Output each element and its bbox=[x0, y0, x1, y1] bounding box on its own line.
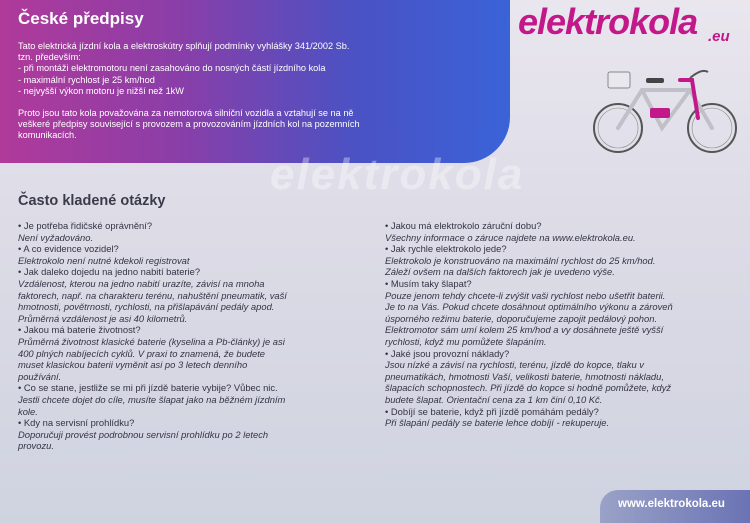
faq-answer: Vzdálenost, kterou na jedno nabití urazíte, závisí na mnoha bbox=[18, 277, 265, 289]
faq-answer: Průměrná vzdálenost je asi 40 kilometrů. bbox=[18, 312, 188, 324]
faq-answer: Elektrokolo není nutné kdekoli registrovat bbox=[18, 254, 190, 266]
regulations-paragraph bbox=[18, 41, 498, 97]
faq-answer: rychlosti, když mu pomůžete šlapáním. bbox=[385, 335, 547, 347]
text-line: komunikacích. bbox=[18, 130, 77, 141]
text-line: Proto jsou tato kola považována za nemotorová silniční vozidla a vztahují se na ně bbox=[18, 108, 354, 119]
faq-question: • Musím taky šlapat? bbox=[385, 277, 472, 289]
faq-answer: provozu. bbox=[18, 440, 54, 452]
faq-answer: Při šlapání pedály se baterie lehce dobíjí - rekuperuje. bbox=[385, 417, 610, 429]
background-watermark: elektrokola bbox=[270, 150, 525, 199]
faq-answer: hmotnosti, povětrnosti, rychlosti, na přišlapávání pedály apod. bbox=[18, 301, 275, 313]
faq-question: • Jak rychle elektrokolo jede? bbox=[385, 243, 507, 255]
faq-right-column bbox=[385, 220, 740, 429]
classification-paragraph bbox=[18, 108, 498, 142]
footer-badge bbox=[600, 490, 750, 523]
faq-answer: Jestli chcete dojet do cíle, musíte šlapat jako na běžném jízdním bbox=[18, 393, 286, 405]
faq-answer: úsporného režimu baterie, doporučujeme zapojit pedálový pohon. bbox=[385, 312, 658, 324]
faq-answer: Není vyžadováno. bbox=[18, 231, 94, 243]
faq-answer: budete šlapat. Orientační cena za 1 km činí 0,10 Kč. bbox=[385, 393, 603, 405]
faq-answer: Elektrokolo je konstruováno na maximální rychlost do 25 km/hod. bbox=[385, 254, 656, 266]
brand-logo: elektrokola bbox=[518, 1, 698, 42]
faq-answer: používání. bbox=[18, 370, 62, 382]
faq-question: • Co se stane, jestliže se mi při jízdě baterie vybije? Vůbec nic. bbox=[18, 382, 278, 394]
brand-logo-suffix: .eu bbox=[708, 28, 730, 45]
text-line: - maximální rychlost je 25 km/hod bbox=[18, 74, 155, 85]
text-line: - při montáži elektromotoru není zasahováno do nosných částí jízdního kola bbox=[18, 63, 326, 74]
faq-answer: muset klasickou baterii vyměnit asi po 3 letech denního bbox=[18, 359, 248, 371]
faq-answer: Elektromotor sám umí kolem 25 km/hod a vy dosáhnete ještě vyšší bbox=[385, 324, 664, 336]
faq-question: • Jakou má baterie životnost? bbox=[18, 324, 141, 336]
panel-body bbox=[18, 41, 498, 142]
faq-question: • Jakou má elektrokolo záruční dobu? bbox=[385, 220, 542, 231]
faq-answer: kole. bbox=[18, 405, 38, 417]
text-line: veškeré předpisy související s provozem a provozováním jízdních kol na pozemních bbox=[18, 119, 360, 130]
footer-url: www.elektrokola.eu bbox=[618, 498, 725, 510]
faq-question: • Dobíjí se baterie, když při jízdě pomáhám pedály? bbox=[385, 405, 599, 417]
faq-answer: Pouze jenom tehdy chcete-li zvýšit vaši rychlost nebo ušetřit baterii. bbox=[385, 289, 666, 301]
faq-question: • Jaké jsou provozní náklady? bbox=[385, 347, 510, 359]
faq-question: • A co evidence vozidel? bbox=[18, 243, 119, 255]
faq-answer: šlapacích schopnostech. Při jízdě do kopce si hodně pomůžete, když bbox=[385, 382, 672, 394]
faq-answer: Záleží ovšem na dalších faktorech jak je uvedeno výše. bbox=[385, 266, 615, 278]
faq-answer: 400 plných nabíjecích cyklů. V praxi to znamená, že budete bbox=[18, 347, 266, 359]
faq-answer: Všechny informace o záruce najdete na www.elektrokola.eu. bbox=[385, 231, 636, 243]
text-line: - nejvyšší výkon motoru je nižší než 1kW bbox=[18, 85, 184, 96]
text-line: tzn. především: bbox=[18, 52, 81, 63]
intro-panel bbox=[0, 0, 510, 163]
faq-answer: Jsou nízké a závisí na rychlosti, terénu, jízdě do kopce, tlaku v bbox=[385, 359, 644, 371]
text-line: Tato elektrická jízdní kola a elektroskútry splňují podmínky vyhlášky 341/2002 Sb. bbox=[18, 41, 350, 51]
faq-question: • Je potřeba řidičské oprávnění? bbox=[18, 220, 153, 231]
faq-answer: Průměrná životnost klasické baterie (kyselina a Pb-články) je asi bbox=[18, 335, 285, 347]
faq-answer: faktorech, např. na charakteru terénu, nahuštění pneumatik, vaší bbox=[18, 289, 287, 301]
faq-left-column bbox=[18, 220, 363, 452]
faq-answer: Doporučuji provést podrobnou servisní prohlídku po 2 letech bbox=[18, 428, 269, 440]
faq-question: • Kdy na servisní prohlídku? bbox=[18, 417, 135, 429]
electric-bike-image bbox=[580, 48, 750, 158]
faq-title: Často kladené otázky bbox=[18, 193, 166, 209]
faq-answer: Je to na Vás. Pokud chcete dosáhnout optimálního výkonu a zároveň bbox=[385, 301, 673, 313]
faq-question: • Jak daleko dojedu na jedno nabití baterie? bbox=[18, 266, 201, 278]
faq-answer: pneumatikách, hmotnosti Vaší, velikosti baterie, hmotnosti nákladu, bbox=[385, 370, 664, 382]
panel-title: České předpisy bbox=[18, 9, 144, 28]
